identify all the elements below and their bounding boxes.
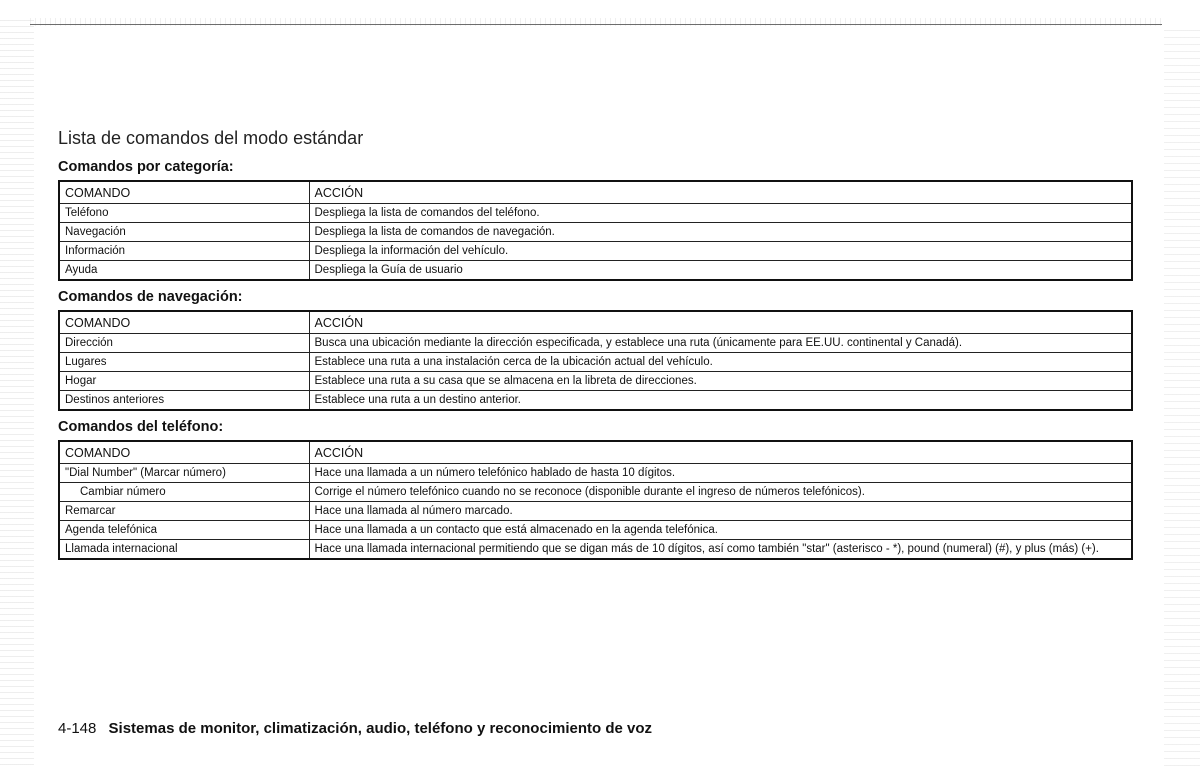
- header-accion: ACCIÓN: [309, 181, 1132, 204]
- table-comandos-telefono: [58, 440, 1133, 560]
- cell-accion: Hace una llamada al número marcado.: [309, 502, 1132, 521]
- table-header-row: [59, 441, 1132, 464]
- cell-accion: Despliega la Guía de usuario: [309, 261, 1132, 281]
- page-title: Lista de comandos del modo estándar: [58, 128, 364, 148]
- table-row: [59, 223, 1132, 242]
- cell-accion: Establece una ruta a un destino anterior.: [309, 391, 1132, 411]
- cell-accion: Hace una llamada a un contacto que está almacenado en la agenda telefónica.: [309, 521, 1132, 540]
- section-title-navegacion: Comandos de navegación:: [58, 289, 243, 305]
- table-row: [59, 261, 1132, 281]
- cell-accion: Corrige el número telefónico cuando no se reconoce (disponible durante el ingreso de números telefónicos).: [309, 483, 1132, 502]
- table-row: [59, 242, 1132, 261]
- cell-accion: Busca una ubicación mediante la dirección especificada, y establece una ruta (únicamente para EE.UU. continental y Canadá).: [309, 334, 1132, 353]
- header-comando: COMANDO: [59, 311, 309, 334]
- cell-comando: Lugares: [59, 353, 309, 372]
- table-header-row: [59, 181, 1132, 204]
- table-row: [59, 502, 1132, 521]
- header-comando: COMANDO: [59, 441, 309, 464]
- scan-edge-left: [0, 20, 34, 770]
- cell-accion: Hace una llamada internacional permitiendo que se digan más de 10 dígitos, así como también "star" (asterisco - *), pound (numeral) (#), y plus (más) (+).: [309, 540, 1132, 560]
- chapter-title: Sistemas de monitor, climatización, audio, teléfono y reconocimiento de voz: [108, 720, 652, 737]
- cell-comando: Remarcar: [59, 502, 309, 521]
- table-row: [59, 464, 1132, 483]
- cell-accion: Establece una ruta a su casa que se almacena en la libreta de direcciones.: [309, 372, 1132, 391]
- cell-comando: Ayuda: [59, 261, 309, 281]
- table-row: [59, 353, 1132, 372]
- section-title-categoria: Comandos por categoría:: [58, 159, 234, 175]
- cell-accion: Hace una llamada a un número telefónico hablado de hasta 10 dígitos.: [309, 464, 1132, 483]
- cell-comando: Destinos anteriores: [59, 391, 309, 411]
- scan-edge-right: [1164, 30, 1200, 770]
- cell-comando: Llamada internacional: [59, 540, 309, 560]
- table-row: [59, 540, 1132, 560]
- header-comando: COMANDO: [59, 181, 309, 204]
- page-footer: [58, 720, 652, 737]
- cell-comando: Información: [59, 242, 309, 261]
- page-content: [58, 128, 1133, 568]
- section-title-telefono: Comandos del teléfono:: [58, 419, 224, 435]
- cell-comando: Teléfono: [59, 204, 309, 223]
- table-comandos-categoria: [58, 180, 1133, 281]
- cell-comando: Hogar: [59, 372, 309, 391]
- table-header-row: [59, 311, 1132, 334]
- header-rule: [30, 24, 1162, 25]
- cell-comando: Dirección: [59, 334, 309, 353]
- header-accion: ACCIÓN: [309, 441, 1132, 464]
- cell-comando: Agenda telefónica: [59, 521, 309, 540]
- cell-comando: Navegación: [59, 223, 309, 242]
- table-row: [59, 483, 1132, 502]
- table-row: [59, 334, 1132, 353]
- cell-comando: "Dial Number" (Marcar número): [59, 464, 309, 483]
- page-number: 4-148: [58, 720, 97, 737]
- header-accion: ACCIÓN: [309, 311, 1132, 334]
- cell-accion: Establece una ruta a una instalación cerca de la ubicación actual del vehículo.: [309, 353, 1132, 372]
- cell-accion: Despliega la lista de comandos de navegación.: [309, 223, 1132, 242]
- table-comandos-navegacion: [58, 310, 1133, 411]
- cell-accion: Despliega la información del vehículo.: [309, 242, 1132, 261]
- cell-comando-sub: Cambiar número: [59, 483, 309, 502]
- table-row: [59, 521, 1132, 540]
- table-row: [59, 391, 1132, 411]
- table-row: [59, 372, 1132, 391]
- cell-accion: Despliega la lista de comandos del teléfono.: [309, 204, 1132, 223]
- table-row: [59, 204, 1132, 223]
